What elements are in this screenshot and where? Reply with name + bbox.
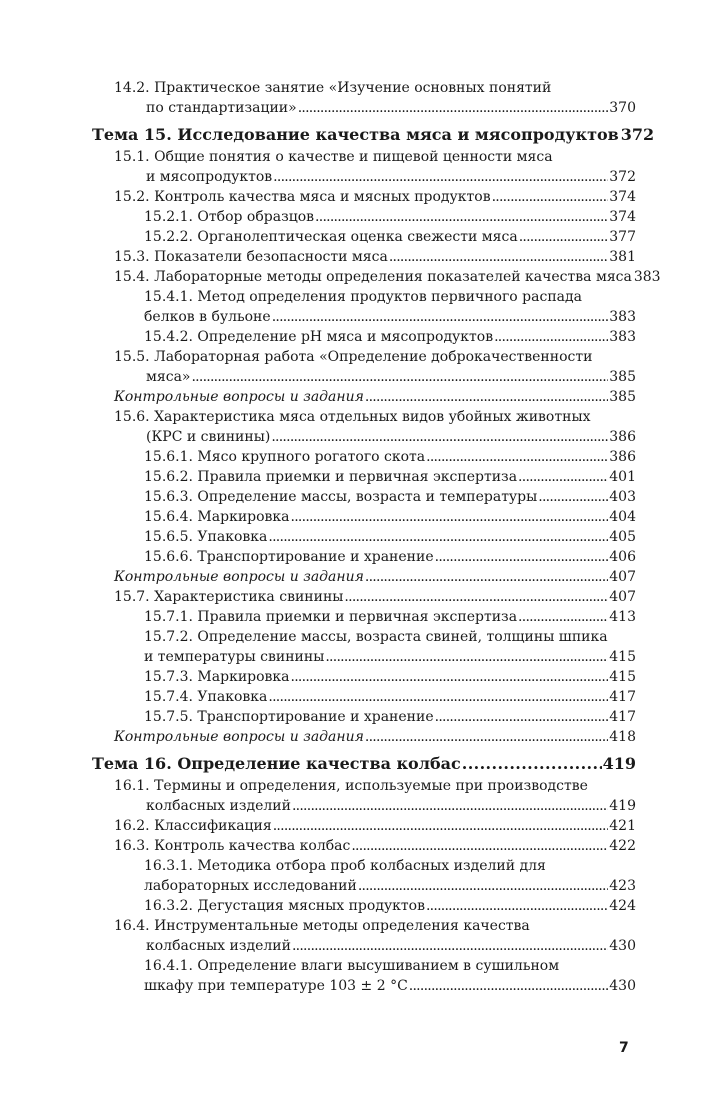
toc-entry: [92, 327, 636, 347]
toc-entry: [92, 467, 636, 487]
leader-dots: [462, 752, 602, 776]
toc-entry: [92, 627, 636, 667]
toc-entry: [92, 78, 636, 118]
toc-entry: [92, 956, 636, 996]
toc-entry: [92, 447, 636, 467]
toc-page: 372: [620, 125, 655, 144]
toc-title: и температуры свинины: [144, 649, 325, 665]
toc-page: 381: [609, 249, 636, 265]
leader-dots: [325, 647, 608, 667]
toc-entry: [92, 896, 636, 916]
toc-theme-heading: [92, 752, 636, 776]
toc-title: 15.2.1. Отбор образцов: [144, 209, 315, 225]
toc-title: 16.3. Контроль качества колбас: [114, 838, 351, 854]
leader-dots: [273, 167, 608, 187]
toc-title: Тема 16. Определение качества колбас: [92, 754, 461, 773]
toc-row: [144, 327, 636, 347]
toc-title: 15.6.4. Маркировка: [144, 509, 290, 525]
toc-row: [144, 647, 636, 667]
toc-title: (КРС и свинины): [146, 429, 271, 445]
toc-row: [114, 367, 636, 387]
toc-title: колбасных изделий: [146, 938, 291, 954]
toc-page: 417: [609, 709, 636, 725]
toc-row: [144, 976, 636, 996]
toc-page: 385: [609, 389, 636, 405]
toc-page: 405: [609, 529, 636, 545]
toc-row: [114, 727, 636, 747]
toc-title-line: 15.7.2. Определение массы, возраста свиней, толщины шпика: [144, 629, 608, 645]
toc-title: Контрольные вопросы и задания: [114, 389, 364, 405]
toc-title-line: 16.3.1. Методика отбора проб колбасных изделий для: [144, 858, 546, 874]
toc-row: [92, 752, 636, 776]
toc-entry: [92, 147, 636, 187]
toc-page: 407: [609, 569, 636, 585]
toc-row: [92, 123, 655, 147]
toc-title: 16.2. Классификация: [114, 818, 272, 834]
toc-title: белков в бульоне: [144, 309, 271, 325]
leader-dots: [365, 727, 608, 747]
toc-theme-heading: [92, 123, 655, 147]
toc-review-questions: [92, 567, 636, 587]
toc-row: [144, 507, 636, 527]
leader-dots: [191, 367, 608, 387]
toc-entry: [92, 267, 661, 287]
toc-entry: [92, 487, 636, 507]
toc-title-line: 15.6. Характеристика мяса отдельных видов убойных животных: [114, 409, 591, 425]
toc-row: [114, 936, 636, 956]
toc-title-line: 16.4. Инструментальные методы определения качества: [114, 918, 530, 934]
toc-title: 16.3.2. Дегустация мясных продуктов: [144, 898, 425, 914]
leader-dots: [268, 527, 608, 547]
leader-dots: [389, 247, 608, 267]
toc-title: 15.4.2. Определение pH мяса и мясопродуктов: [144, 329, 494, 345]
toc-row: [144, 527, 636, 547]
toc-entry: [92, 347, 636, 387]
toc-title: шкафу при температуре 103 ± 2 °С: [144, 978, 408, 994]
toc-entry: [92, 836, 636, 856]
toc-title-line: 15.5. Лабораторная работа «Определение доброкачественности: [114, 349, 593, 365]
toc-entry: [92, 776, 636, 816]
toc-row: [144, 207, 636, 227]
leader-dots: [435, 707, 609, 727]
toc-row: [114, 187, 636, 207]
toc-entry: [92, 607, 636, 627]
toc-title: 15.4. Лабораторные методы определения показателей качества мяса: [114, 269, 632, 285]
toc-title: 15.2. Контроль качества мяса и мясных продуктов: [114, 189, 491, 205]
toc-row: [114, 387, 636, 407]
toc-page: 383: [609, 329, 636, 345]
toc-title: Контрольные вопросы и задания: [114, 729, 364, 745]
leader-dots: [426, 896, 608, 916]
toc-row: [144, 707, 636, 727]
toc-title: 15.7. Характеристика свинины: [114, 589, 344, 605]
toc-row: [114, 98, 636, 118]
leader-dots: [494, 327, 608, 347]
toc-entry: [92, 507, 636, 527]
toc-page: 374: [609, 189, 636, 205]
toc-title-line: 16.4.1. Определение влаги высушиванием в сушильном: [144, 958, 560, 974]
toc-title: колбасных изделий: [146, 798, 291, 814]
toc-entry: [92, 856, 636, 896]
toc-row: [144, 487, 636, 507]
toc-row: [114, 816, 636, 836]
leader-dots: [538, 487, 608, 507]
toc-page: 377: [609, 229, 636, 245]
toc-title: Тема 15. Исследование качества мяса и мясопродуктов: [92, 125, 619, 144]
toc-page: 430: [609, 938, 636, 954]
table-of-contents: [92, 78, 661, 996]
toc-row: [114, 567, 636, 587]
toc-page: 421: [609, 818, 636, 834]
leader-dots: [344, 587, 608, 607]
toc-row: [144, 667, 636, 687]
toc-title: 15.6.6. Транспортирование и хранение: [144, 549, 434, 565]
toc-page: 386: [609, 449, 636, 465]
toc-entry: [92, 547, 636, 567]
leader-dots: [435, 547, 609, 567]
toc-page: 424: [609, 898, 636, 914]
leader-dots: [518, 467, 608, 487]
toc-page: 413: [609, 609, 636, 625]
leader-dots: [292, 796, 608, 816]
toc-review-questions: [92, 387, 636, 407]
leader-dots: [268, 687, 608, 707]
toc-row: [144, 547, 636, 567]
toc-page: 383: [609, 309, 636, 325]
leader-dots: [272, 307, 609, 327]
toc-title-line: 15.4.1. Метод определения продуктов первичного распада: [144, 289, 582, 305]
toc-page: 370: [609, 100, 636, 116]
toc-entry: [92, 247, 636, 267]
toc-row: [144, 687, 636, 707]
toc-row: [114, 427, 636, 447]
toc-page: 385: [609, 369, 636, 385]
toc-title-line: 15.1. Общие понятия о качестве и пищевой ценности мяса: [114, 149, 553, 165]
toc-title: 15.6.3. Определение массы, возраста и температуры: [144, 489, 538, 505]
leader-dots: [273, 816, 609, 836]
toc-page: 403: [609, 489, 636, 505]
toc-row: [144, 227, 636, 247]
toc-title-line: 14.2. Практическое занятие «Изучение основных понятий: [114, 80, 552, 96]
toc-entry: [92, 207, 636, 227]
toc-entry: [92, 916, 636, 956]
toc-title: 15.6.2. Правила приемки и первичная экспертиза: [144, 469, 518, 485]
toc-page: 430: [609, 978, 636, 994]
leader-dots: [358, 876, 608, 896]
toc-page: 419: [602, 754, 636, 773]
toc-page: 423: [609, 878, 636, 894]
leader-dots: [271, 427, 608, 447]
page-number: 7: [619, 1040, 629, 1056]
leader-dots: [426, 447, 608, 467]
toc-title: 15.7.4. Упаковка: [144, 689, 268, 705]
toc-title: мяса»: [146, 369, 191, 385]
toc-review-questions: [92, 727, 636, 747]
toc-title-line: 16.1. Термины и определения, используемые при производстве: [114, 778, 588, 794]
toc-entry: [92, 407, 636, 447]
toc-page: 406: [609, 549, 636, 565]
leader-dots: [365, 567, 608, 587]
toc-title: 15.3. Показатели безопасности мяса: [114, 249, 388, 265]
leader-dots: [492, 187, 609, 207]
leader-dots: [315, 207, 608, 227]
toc-entry: [92, 287, 636, 327]
toc-row: [144, 896, 636, 916]
toc-page: 415: [609, 669, 636, 685]
leader-dots: [518, 607, 608, 627]
toc-entry: [92, 227, 636, 247]
toc-title: 15.7.3. Маркировка: [144, 669, 290, 685]
toc-row: [144, 607, 636, 627]
toc-title: 15.7.5. Транспортирование и хранение: [144, 709, 434, 725]
toc-row: [114, 587, 636, 607]
toc-entry: [92, 587, 636, 607]
toc-entry: [92, 187, 636, 207]
toc-row: [114, 836, 636, 856]
toc-row: [114, 247, 636, 267]
leader-dots: [292, 936, 608, 956]
toc-row: [114, 267, 661, 287]
toc-entry: [92, 707, 636, 727]
toc-page: 417: [609, 689, 636, 705]
toc-page: 383: [633, 269, 661, 285]
toc-row: [144, 447, 636, 467]
toc-entry: [92, 816, 636, 836]
leader-dots: [365, 387, 608, 407]
toc-page: 422: [609, 838, 636, 854]
toc-title: лабораторных исследований: [144, 878, 357, 894]
toc-row: [114, 796, 636, 816]
toc-entry: [92, 667, 636, 687]
toc-row: [144, 876, 636, 896]
toc-page: 418: [609, 729, 636, 745]
toc-title: 15.6.5. Упаковка: [144, 529, 268, 545]
toc-page: 419: [609, 798, 636, 814]
toc-title: и мясопродуктов: [146, 169, 273, 185]
leader-dots: [409, 976, 608, 996]
toc-page: 372: [609, 169, 636, 185]
toc-title: 15.2.2. Органолептическая оценка свежести мяса: [144, 229, 518, 245]
toc-title: по стандартизации»: [146, 100, 297, 116]
toc-title: 15.7.1. Правила приемки и первичная экспертиза: [144, 609, 518, 625]
leader-dots: [291, 667, 609, 687]
toc-title: Контрольные вопросы и задания: [114, 569, 364, 585]
toc-row: [114, 167, 636, 187]
toc-page: 415: [609, 649, 636, 665]
toc-row: [144, 307, 636, 327]
toc-title: 15.6.1. Мясо крупного рогатого скота: [144, 449, 426, 465]
toc-page: 386: [609, 429, 636, 445]
toc-entry: [92, 527, 636, 547]
leader-dots: [298, 98, 609, 118]
leader-dots: [519, 227, 609, 247]
toc-page: 407: [609, 589, 636, 605]
leader-dots: [291, 507, 609, 527]
leader-dots: [351, 836, 608, 856]
toc-page: 404: [609, 509, 636, 525]
toc-page: 374: [609, 209, 636, 225]
toc-row: [144, 467, 636, 487]
toc-entry: [92, 687, 636, 707]
toc-page: 401: [609, 469, 636, 485]
